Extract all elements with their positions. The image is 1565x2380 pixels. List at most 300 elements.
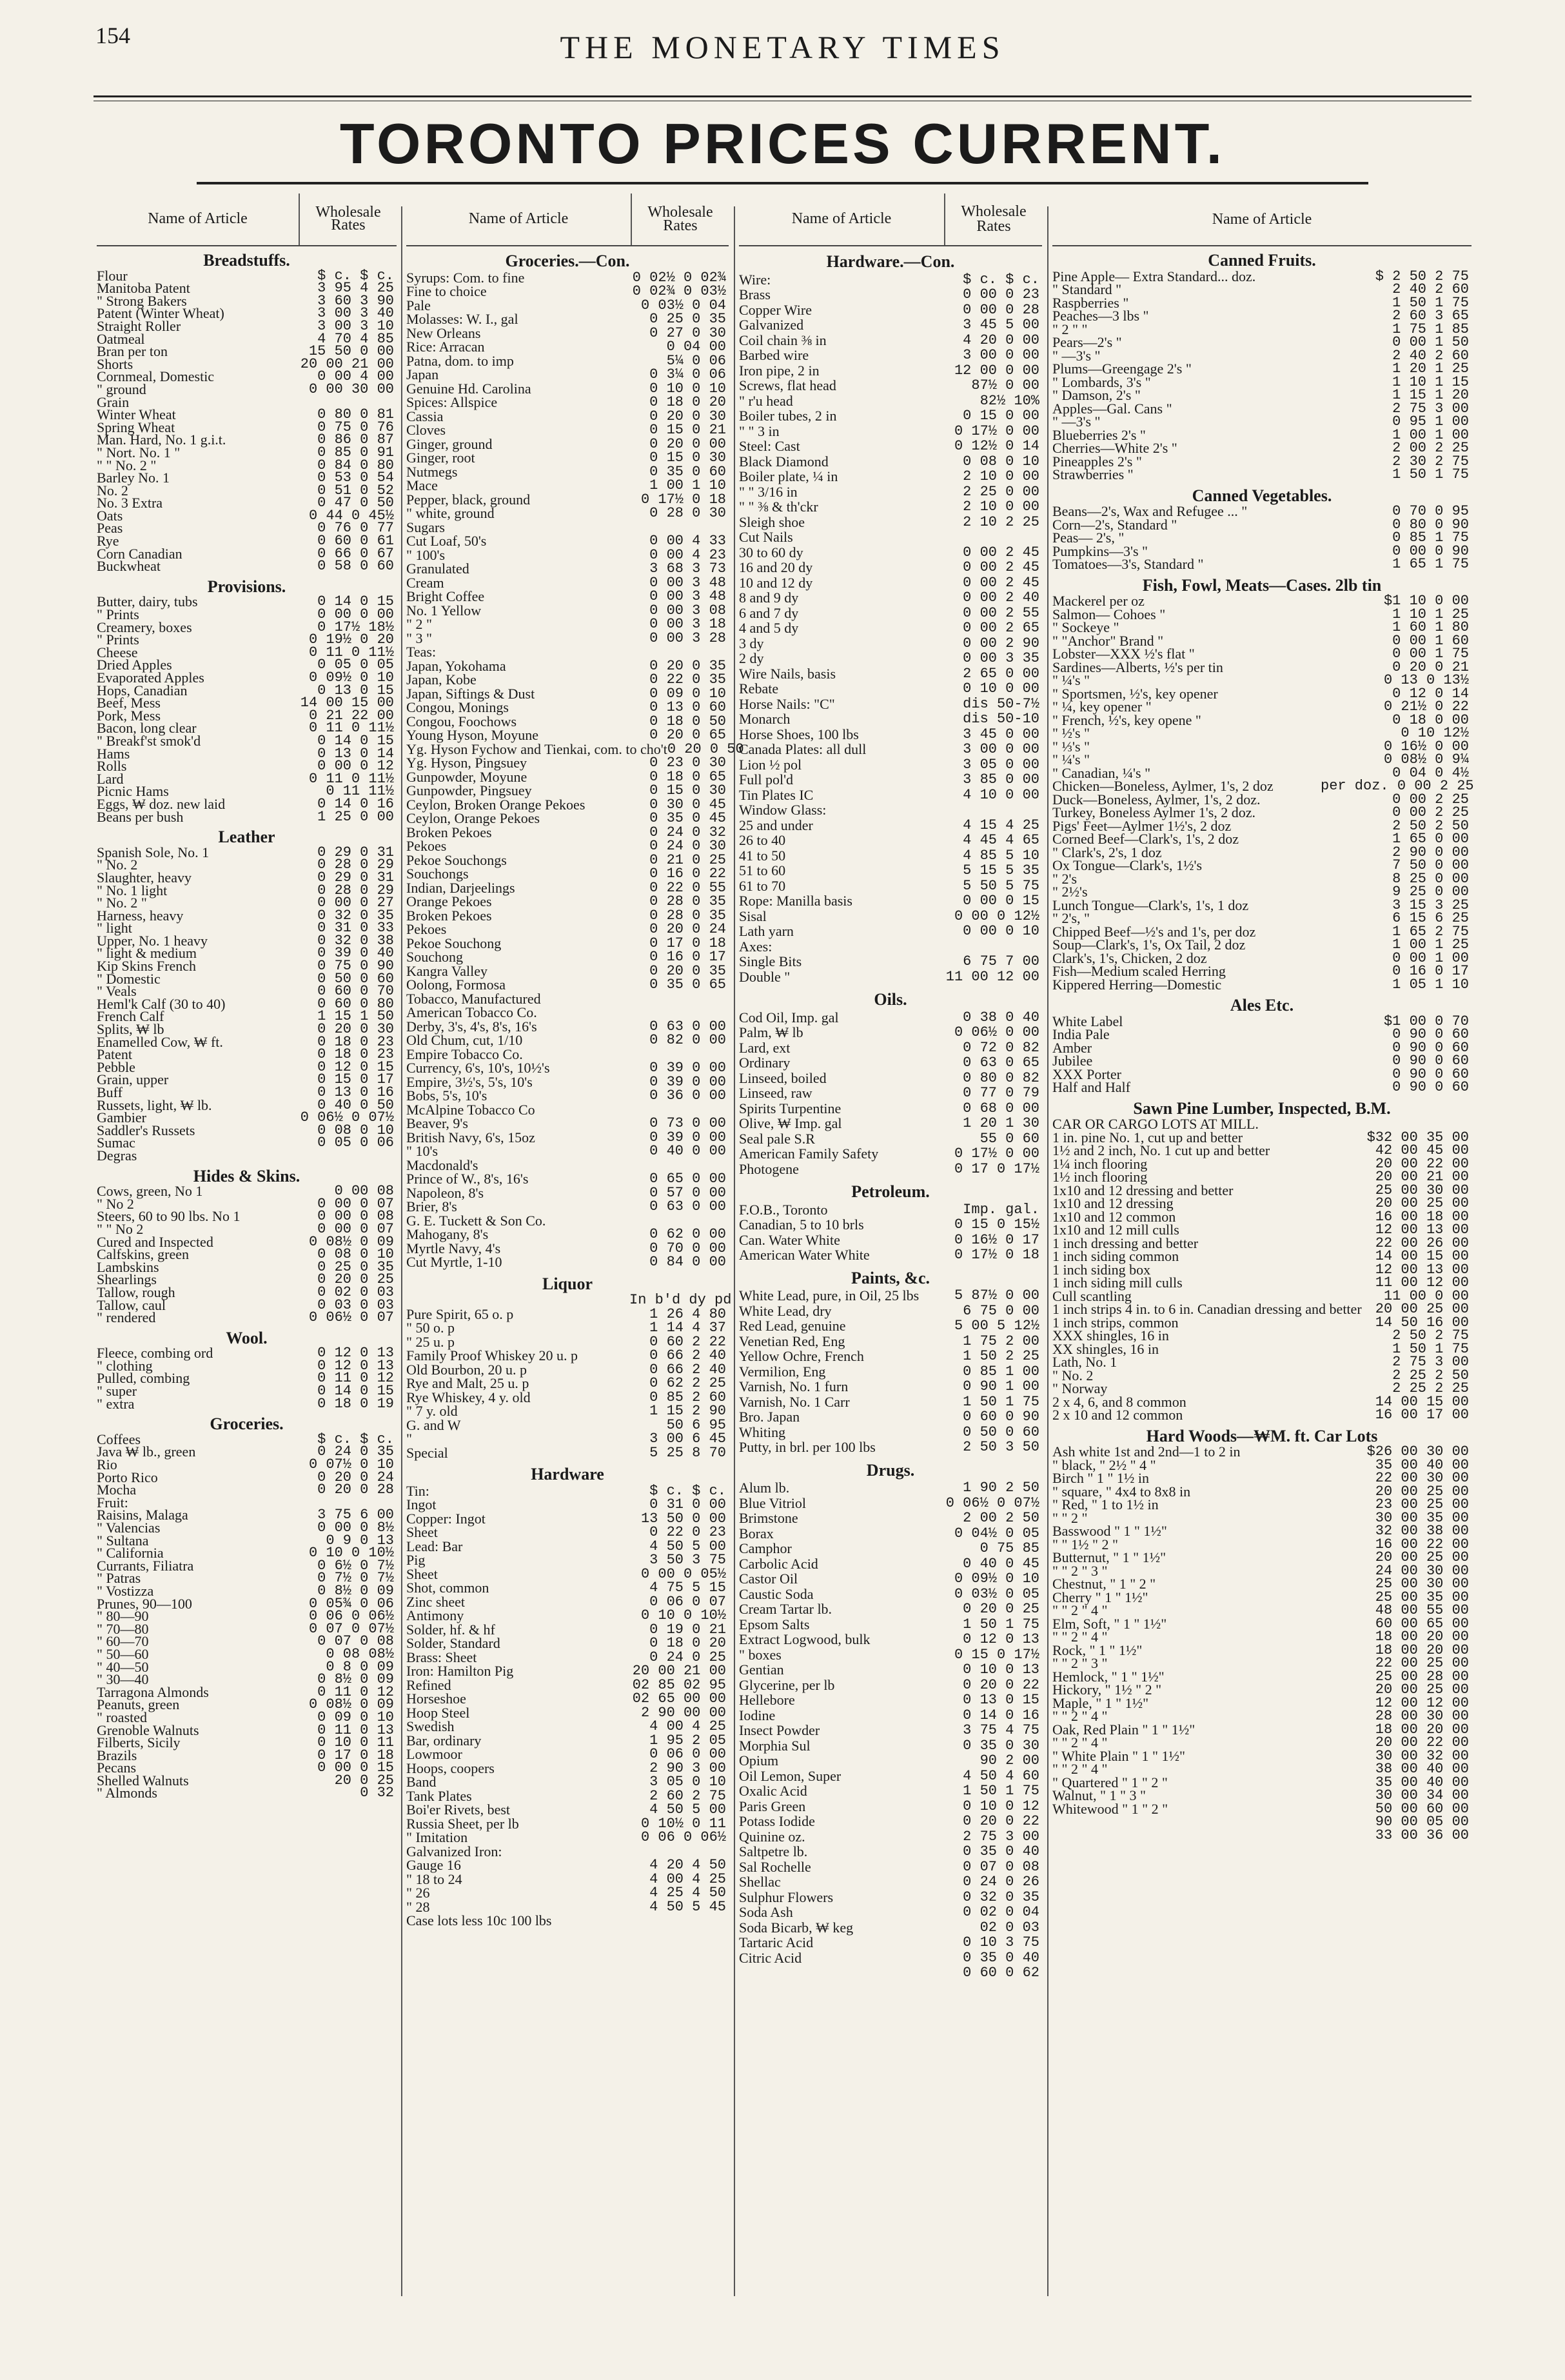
wholesale-rate: 12 00 13 00 bbox=[1375, 1222, 1469, 1238]
price-row bbox=[739, 1708, 1042, 1723]
section-heading: Petroleum. bbox=[851, 1182, 930, 1201]
article-name: Monarch bbox=[739, 711, 791, 727]
article-name: Derby, 3's, 4's, 8's, 16's bbox=[406, 1018, 537, 1035]
article-name: Borax bbox=[739, 1525, 774, 1542]
article-name: G. E. Tuckett & Son Co. bbox=[406, 1212, 546, 1229]
price-row bbox=[739, 863, 1042, 878]
wholesale-rate: 0 39 0 00 bbox=[649, 1073, 726, 1090]
wholesale-rate: 0 23 0 30 bbox=[649, 755, 726, 771]
article-name: Extract Logwood, bulk bbox=[739, 1631, 871, 1647]
price-row bbox=[739, 1874, 1042, 1890]
price-row bbox=[739, 590, 1042, 606]
wholesale-rate: 0 35 0 45 bbox=[649, 810, 726, 826]
wholesale-rate: 4 75 5 15 bbox=[649, 1580, 726, 1596]
article-name: 1x10 and 12 dressing and better bbox=[1052, 1182, 1234, 1198]
article-name: Varnish, No. 1 furn bbox=[739, 1378, 849, 1394]
article-name: Ceylon, Broken Orange Pekoes bbox=[406, 796, 586, 813]
wholesale-rate bbox=[629, 1103, 729, 1117]
wholesale-rate: 0 7½ 0 7½ bbox=[317, 1570, 394, 1587]
article-name: " light & medium bbox=[97, 945, 197, 962]
wholesale-rate: 2 00 2 25 bbox=[1392, 440, 1469, 456]
price-row bbox=[406, 1255, 729, 1269]
article-name: " 80—90 bbox=[97, 1608, 149, 1625]
wholesale-rate: 0 14 0 15 bbox=[317, 732, 394, 749]
article-name: Splits, ₩ lb bbox=[97, 1021, 164, 1038]
wholesale-rate: 0 76 0 77 bbox=[317, 520, 394, 537]
wholesale-rate: 0 19 0 21 bbox=[649, 1621, 726, 1638]
price-column-4 bbox=[1052, 193, 1474, 1843]
wholesale-rate: 2 50 2 50 bbox=[1392, 817, 1469, 834]
price-row bbox=[739, 1379, 1042, 1394]
wholesale-rate: 18 00 20 00 bbox=[1375, 1721, 1469, 1738]
wholesale-rate: 0 65 0 00 bbox=[649, 1171, 726, 1187]
article-name: Rye Whiskey, 4 y. old bbox=[406, 1389, 531, 1405]
wholesale-rate: 0 00 2 90 bbox=[963, 635, 1039, 651]
wholesale-rate: 0 10 0 10 bbox=[649, 380, 726, 397]
wholesale-rate bbox=[943, 939, 1042, 955]
article-name: Empire, 3½'s, 5's, 10's bbox=[406, 1073, 533, 1090]
article-name: 1 inch strips 4 in. to 6 in. Canadian dressing and better bbox=[1052, 1301, 1362, 1317]
article-name: Hellebore bbox=[739, 1692, 795, 1708]
wholesale-rate: 0 22 0 35 bbox=[649, 671, 726, 688]
article-name: Hemlock, " 1 " 1½" bbox=[1052, 1668, 1165, 1685]
wholesale-rate: 0 31 0 33 bbox=[317, 920, 394, 937]
wholesale-rate: 0 22 0 55 bbox=[649, 879, 726, 896]
price-row bbox=[406, 659, 729, 673]
wholesale-rate: 0 90 0 60 bbox=[1392, 1039, 1469, 1056]
article-name: Evaporated Apples bbox=[97, 669, 204, 686]
article-name: Jubilee bbox=[1052, 1053, 1093, 1069]
wholesale-rate: 0 00 2 55 bbox=[963, 604, 1039, 621]
wholesale-rate: 0 18 0 20 bbox=[649, 394, 726, 410]
price-row bbox=[406, 992, 729, 1006]
wholesale-rate: 0 9 0 13 bbox=[326, 1532, 394, 1549]
wholesale-rate: 0 21 22 00 bbox=[308, 707, 394, 724]
wholesale-rate: 25 00 30 00 bbox=[1375, 1576, 1469, 1592]
article-name: " Standard " bbox=[1052, 281, 1122, 297]
wholesale-rate: 0 00 0 15 bbox=[317, 1760, 394, 1776]
price-row bbox=[739, 1349, 1042, 1364]
wholesale-rate: 0 40 0 00 bbox=[649, 1143, 726, 1159]
article-name: White Lead, pure, in Oil, 25 lbs bbox=[739, 1287, 920, 1304]
article-name: Turkey, Boneless Aylmer 1's, 2 doz. bbox=[1052, 804, 1256, 820]
wholesale-rate: 3 60 3 90 bbox=[317, 292, 394, 309]
price-row bbox=[406, 1623, 729, 1637]
wholesale-rate: 38 00 40 00 bbox=[1375, 1761, 1469, 1777]
article-name: " ¼'s " bbox=[1052, 672, 1090, 688]
wholesale-rate: 0 15 0 21 bbox=[649, 422, 726, 438]
wholesale-rate: 0 02½ 0 02¾ bbox=[632, 269, 726, 286]
article-name: Can. Water White bbox=[739, 1231, 840, 1248]
wholesale-rate: 25 00 30 00 bbox=[1375, 1182, 1469, 1198]
article-name: Refined bbox=[406, 1676, 451, 1693]
price-row bbox=[406, 1172, 729, 1186]
article-name: 1x10 and 12 common bbox=[1052, 1208, 1176, 1225]
article-name: Tarragona Almonds bbox=[97, 1683, 209, 1700]
price-row bbox=[739, 1086, 1042, 1101]
wholesale-rate: 0 08 0 10 bbox=[317, 1246, 394, 1263]
article-name: Sisal bbox=[739, 907, 767, 924]
article-name bbox=[406, 1293, 629, 1307]
article-name: Copper: Ingot bbox=[406, 1510, 486, 1527]
article-name: Mahogany, 8's bbox=[406, 1226, 489, 1242]
price-row bbox=[406, 1540, 729, 1554]
section-heading: Breadstuffs. bbox=[203, 251, 290, 270]
wholesale-rate: 0 20 0 30 bbox=[317, 1021, 394, 1038]
page-number: 154 bbox=[95, 23, 130, 48]
wholesale-rate: 48 00 55 00 bbox=[1375, 1602, 1469, 1618]
section-heading: Groceries.—Con. bbox=[505, 252, 630, 270]
price-row bbox=[739, 530, 1042, 545]
article-name: Cod Oil, Imp. gal bbox=[739, 1009, 839, 1026]
price-column-3 bbox=[739, 193, 1042, 1981]
wholesale-rate: 0 06½ 0 00 bbox=[954, 1024, 1039, 1040]
article-name: Axes: bbox=[739, 938, 773, 955]
article-name: Soda Bicarb, ₩ keg bbox=[739, 1919, 854, 1936]
article-name: Rye bbox=[97, 533, 119, 550]
price-row bbox=[406, 756, 729, 770]
article-name: Iodine bbox=[739, 1707, 776, 1723]
wholesale-rate: 0 10 0 13 bbox=[963, 1661, 1039, 1678]
article-name: " Nort. No. 1 " bbox=[97, 444, 181, 461]
price-row bbox=[97, 383, 397, 396]
article-name: Currency, 6's, 10's, 10½'s bbox=[406, 1060, 550, 1076]
wholesale-rate: 1 14 4 37 bbox=[649, 1320, 726, 1336]
price-row bbox=[406, 590, 729, 604]
wholesale-rate: 0 66 2 40 bbox=[649, 1361, 726, 1378]
article-name: Young Hyson, Moyune bbox=[406, 727, 538, 743]
article-name: Brass bbox=[739, 286, 771, 302]
price-row bbox=[739, 393, 1042, 409]
wholesale-rate: 0 10 3 75 bbox=[963, 1934, 1039, 1950]
wholesale-rate: 0 06½ 0 07½ bbox=[945, 1494, 1039, 1511]
section-heading: Canned Vegetables. bbox=[1192, 486, 1332, 505]
article-name: Rio bbox=[97, 1456, 117, 1473]
article-name: " 10's bbox=[406, 1143, 438, 1159]
wholesale-rate: 1 75 1 85 bbox=[1392, 321, 1469, 337]
running-head: THE MONETARY TIMES bbox=[560, 29, 1005, 65]
section-heading: Provisions. bbox=[207, 577, 286, 596]
article-name: CAR OR CARGO LOTS AT MILL. bbox=[1052, 1116, 1259, 1132]
article-name: Insect Powder bbox=[739, 1722, 820, 1738]
wholesale-rate: 3 00 3 10 bbox=[317, 317, 394, 334]
article-name: Carbolic Acid bbox=[739, 1555, 818, 1572]
wholesale-rate: 0 21½ 0 22 bbox=[1383, 699, 1469, 715]
article-name: Bar, ordinary bbox=[406, 1732, 482, 1749]
wholesale-rate: dis 50-7½ bbox=[963, 695, 1039, 712]
wholesale-rate: 0 17½ 0 00 bbox=[954, 422, 1039, 439]
wholesale-rate: 0 60 0 61 bbox=[317, 533, 394, 550]
wholesale-rate: 0 06 0 06½ bbox=[308, 1608, 394, 1625]
wholesale-rate: 5 00 5 12½ bbox=[954, 1318, 1039, 1334]
wholesale-rate: 0 09½ 0 10 bbox=[954, 1571, 1039, 1587]
article-name: " No. 2 " bbox=[97, 895, 147, 911]
price-row bbox=[406, 423, 729, 437]
wholesale-rate: 50 00 60 00 bbox=[1375, 1800, 1469, 1817]
price-row bbox=[739, 1288, 1042, 1304]
price-row bbox=[406, 1789, 729, 1803]
column-header bbox=[97, 193, 397, 246]
article-name: Gunpowder, Moyune bbox=[406, 768, 527, 785]
article-name: " 50—60 bbox=[97, 1645, 149, 1662]
article-name: 61 to 70 bbox=[739, 877, 786, 894]
article-name: Chestnut, " 1 " 2 " bbox=[1052, 1576, 1156, 1592]
article-name: Pulled, combing bbox=[97, 1370, 190, 1387]
wholesale-rate: 0 20 0 28 bbox=[317, 1482, 394, 1498]
article-name: Lead: Bar bbox=[406, 1538, 463, 1554]
article-name: Ox Tongue—Clark's, 1½'s bbox=[1052, 857, 1203, 873]
section-heading: Paints, &c. bbox=[851, 1268, 930, 1287]
price-row bbox=[739, 772, 1042, 788]
article-name: Ceylon, Orange Pekoes bbox=[406, 810, 540, 826]
article-name: " 40—50 bbox=[97, 1658, 149, 1675]
article-name: Butter, dairy, tubs bbox=[97, 593, 198, 610]
price-row bbox=[406, 604, 729, 618]
article-name: " roasted bbox=[97, 1709, 148, 1725]
wholesale-rate: 20 00 22 00 bbox=[1375, 1155, 1469, 1172]
price-row bbox=[406, 1706, 729, 1720]
price-row bbox=[739, 1950, 1042, 1966]
wholesale-rate: 4 50 5 45 bbox=[649, 1898, 726, 1915]
price-row bbox=[739, 1334, 1042, 1349]
wholesale-rate: 0 17 0 18 bbox=[317, 1747, 394, 1763]
wholesale-rate: 5 25 8 70 bbox=[649, 1444, 726, 1461]
article-name: Eggs, ₩ doz. new laid bbox=[97, 795, 226, 812]
price-row bbox=[406, 548, 729, 562]
article-name: Pine Apple— Extra Standard... doz. bbox=[1052, 268, 1256, 284]
article-name: Double " bbox=[739, 968, 791, 985]
article-name: Oxalic Acid bbox=[739, 1783, 807, 1799]
wholesale-rate: 0 09 0 10 bbox=[317, 1709, 394, 1725]
article-name: Cut Loaf, 50's bbox=[406, 533, 487, 549]
article-name: " " 3 in bbox=[739, 422, 780, 439]
price-row bbox=[406, 922, 729, 937]
wholesale-rate: $1 10 0 00 bbox=[1383, 593, 1469, 609]
article-name: Corn—2's, Standard " bbox=[1052, 516, 1177, 533]
wholesale-rate: 0 12½ 0 14 bbox=[954, 438, 1039, 454]
wholesale-rate: 0 19½ 0 20 bbox=[308, 631, 394, 648]
article-name: 30 to 60 dy bbox=[739, 544, 803, 560]
wholesale-rate: 0 00 3 08 bbox=[649, 602, 726, 619]
article-name: Blueberries 2's " bbox=[1052, 426, 1146, 443]
wholesale-rate: $ c. $ c. bbox=[317, 267, 394, 284]
article-name: " " 2 " 3 " bbox=[1052, 1562, 1108, 1579]
price-row bbox=[739, 1783, 1042, 1799]
article-name: Tomatoes—3's, Standard " bbox=[1052, 556, 1204, 572]
column-divider bbox=[734, 206, 735, 2296]
price-row bbox=[739, 560, 1042, 575]
article-name: Gauge 16 bbox=[406, 1857, 461, 1873]
article-name: Kangra Valley bbox=[406, 962, 488, 979]
article-name: Amber bbox=[1052, 1039, 1092, 1056]
price-row bbox=[406, 299, 729, 313]
price-row bbox=[97, 1787, 397, 1800]
article-name: Sugars bbox=[406, 519, 445, 535]
price-row bbox=[406, 284, 729, 299]
wholesale-rate bbox=[629, 992, 729, 1006]
wholesale-rate: 0 06 0 00 bbox=[649, 1746, 726, 1762]
price-row bbox=[739, 681, 1042, 697]
price-row bbox=[739, 878, 1042, 894]
article-name: Oats bbox=[97, 507, 123, 524]
wholesale-rate: 1 60 1 80 bbox=[1392, 619, 1469, 635]
wholesale-rate: 0 40 0 45 bbox=[963, 1555, 1039, 1572]
article-name: Blue Vitriol bbox=[739, 1494, 806, 1511]
price-row bbox=[739, 499, 1042, 515]
price-row bbox=[739, 1025, 1042, 1040]
wholesale-rate: 1 00 1 00 bbox=[1392, 426, 1469, 443]
wholesale-rate: 11 00 0 00 bbox=[1383, 1287, 1469, 1304]
article-name: American Tobacco Co. bbox=[406, 1004, 537, 1020]
price-row bbox=[1052, 1409, 1471, 1422]
article-name: Cherries—White 2's " bbox=[1052, 440, 1177, 456]
wholesale-rate: 0 09 0 10 bbox=[649, 685, 726, 702]
wholesale-rate bbox=[629, 1845, 729, 1859]
wholesale-rate: 0 02¾ 0 03½ bbox=[632, 283, 726, 299]
price-row bbox=[739, 909, 1042, 924]
article-name: Horseshoe bbox=[406, 1691, 466, 1707]
column-header-name: Name of Article bbox=[1212, 210, 1312, 228]
wholesale-rate: 0 07 0 08 bbox=[317, 1633, 394, 1650]
wholesale-rate: 0 35 0 65 bbox=[649, 977, 726, 993]
wholesale-rate: 90 00 05 00 bbox=[1375, 1814, 1469, 1830]
price-row bbox=[739, 439, 1042, 454]
wholesale-rate: 0 13 0 16 bbox=[317, 1084, 394, 1100]
section-heading: Drugs. bbox=[866, 1460, 915, 1480]
wholesale-rate: 4 20 0 00 bbox=[963, 332, 1039, 348]
article-name: 8 and 9 dy bbox=[739, 590, 799, 606]
article-name: " rendered bbox=[97, 1309, 156, 1326]
article-name: " White Plain " 1 " 1½" bbox=[1052, 1747, 1186, 1764]
price-row bbox=[739, 1965, 1042, 1981]
wholesale-rate: 2 90 3 00 bbox=[649, 1760, 726, 1776]
wholesale-rate: $1 00 0 70 bbox=[1383, 1013, 1469, 1029]
wholesale-rate: 2 90 00 00 bbox=[640, 1704, 726, 1721]
wholesale-rate: 0 85 0 91 bbox=[317, 444, 394, 461]
article-name: Chicken—Boneless, Aylmer, 1's, 2 doz bbox=[1052, 778, 1274, 794]
price-row bbox=[406, 410, 729, 424]
article-name: Glycerine, per lb bbox=[739, 1676, 835, 1693]
article-name: Molasses: W. I., gal bbox=[406, 311, 518, 327]
wholesale-rate: 0 20 0 24 bbox=[649, 921, 726, 937]
article-name: " ½'s " bbox=[1052, 725, 1090, 741]
article-name: Yg. Hyson Fychow and Tienkai, com. to cho't bbox=[406, 740, 667, 757]
wholesale-rate: 0 85 1 00 bbox=[963, 1363, 1039, 1380]
article-name: " No. 2 bbox=[97, 857, 138, 873]
wholesale-rate: 0 20 0 25 bbox=[317, 1271, 394, 1288]
price-row bbox=[406, 978, 729, 992]
wholesale-rate: 0 10 0 12 bbox=[963, 1798, 1039, 1814]
wholesale-rate: 0 22 0 23 bbox=[649, 1524, 726, 1540]
price-row bbox=[406, 1020, 729, 1034]
price-row bbox=[739, 1859, 1042, 1875]
article-name: Prince of W., 8's, 16's bbox=[406, 1171, 529, 1187]
article-name: Rebate bbox=[739, 680, 779, 697]
article-name: Quinine oz. bbox=[739, 1828, 805, 1845]
wholesale-rate: 0 00 2 25 bbox=[1392, 804, 1469, 820]
article-name: McAlpine Tobacco Co bbox=[406, 1101, 535, 1118]
price-row bbox=[97, 1395, 397, 1412]
wholesale-rate: 0 20 0 30 bbox=[649, 408, 726, 424]
price-row bbox=[406, 1144, 729, 1158]
wholesale-rate: 0 8½ 0 09 bbox=[317, 1671, 394, 1688]
article-name: " square, " 4x4 to 8x8 in bbox=[1052, 1483, 1191, 1500]
article-name: Shellac bbox=[739, 1874, 781, 1890]
article-name: Butternut, " 1 " 1½" bbox=[1052, 1549, 1166, 1565]
article-name: Pumpkins—3's " bbox=[1052, 542, 1148, 559]
wholesale-rate: 2 10 0 00 bbox=[963, 468, 1039, 484]
price-row bbox=[739, 1844, 1042, 1859]
price-row bbox=[406, 1307, 729, 1322]
price-row bbox=[739, 1935, 1042, 1950]
article-name: Paris Green bbox=[739, 1798, 806, 1814]
article-name: XXX shingles, 16 in bbox=[1052, 1327, 1169, 1344]
wholesale-rate: 0 15 0 30 bbox=[649, 450, 726, 466]
article-name: Oatmeal bbox=[97, 330, 145, 347]
article-name: Opium bbox=[739, 1752, 779, 1769]
article-name: " Prints bbox=[97, 631, 139, 648]
article-name: Ingot bbox=[406, 1496, 437, 1512]
price-row bbox=[406, 631, 729, 646]
wholesale-rate: 0 14 0 16 bbox=[317, 795, 394, 812]
article-name: " " 2 " 4 " bbox=[1052, 1602, 1108, 1618]
wholesale-rate: 0 20 0 00 bbox=[649, 435, 726, 452]
wholesale-rate: 0 06 0 07 bbox=[649, 1593, 726, 1610]
wholesale-rate: 0 85 2 60 bbox=[649, 1389, 726, 1405]
price-row bbox=[406, 728, 729, 742]
wholesale-rate: 0 60 0 70 bbox=[317, 983, 394, 1000]
price-row bbox=[406, 1089, 729, 1103]
wholesale-rate: 0 14 0 16 bbox=[963, 1707, 1039, 1723]
section-heading: Sawn Pine Lumber, Inspected, B.M. bbox=[1133, 1098, 1391, 1118]
article-name: Cream Tartar lb. bbox=[739, 1601, 832, 1617]
wholesale-rate: 0 11 0 12 bbox=[317, 1370, 394, 1387]
price-row bbox=[406, 534, 729, 548]
wholesale-rate: 2 25 0 00 bbox=[963, 483, 1039, 500]
article-name: White Lead, dry bbox=[739, 1302, 832, 1319]
price-row bbox=[739, 1769, 1042, 1784]
price-row bbox=[739, 1556, 1042, 1572]
wholesale-rate: 0 00 0 07 bbox=[317, 1195, 394, 1212]
price-row bbox=[739, 1480, 1042, 1496]
price-row bbox=[406, 826, 729, 840]
article-name: Broken Pekoes bbox=[406, 824, 492, 840]
article-name: 1x10 and 12 dressing bbox=[1052, 1195, 1174, 1211]
wholesale-rate: 0 14 0 15 bbox=[317, 593, 394, 610]
article-name: 16 and 20 dy bbox=[739, 559, 813, 575]
article-name: New Orleans bbox=[406, 324, 481, 341]
article-name: Congou, Monings bbox=[406, 699, 509, 715]
wholesale-rate: 1 00 1 10 bbox=[649, 477, 726, 493]
column-divider bbox=[401, 206, 402, 2296]
wholesale-rate: 20 00 25 00 bbox=[1375, 1681, 1469, 1698]
wholesale-rate: 0 10 12½ bbox=[1401, 725, 1469, 741]
article-name: Degras bbox=[97, 1147, 137, 1164]
price-row bbox=[406, 1651, 729, 1665]
article-name: Rolls bbox=[97, 758, 127, 775]
wholesale-rate: 0 03 0 03 bbox=[317, 1296, 394, 1313]
price-row bbox=[406, 617, 729, 631]
article-name: " " 2 " 3 " bbox=[1052, 1655, 1108, 1671]
wholesale-rate: 0 80 0 82 bbox=[963, 1069, 1039, 1086]
price-row bbox=[739, 515, 1042, 530]
article-name: Tin: bbox=[406, 1482, 429, 1499]
wholesale-rate: 0 00 08 bbox=[334, 1183, 394, 1200]
article-name: Boiler plate, ¼ in bbox=[739, 468, 838, 484]
price-row bbox=[1052, 468, 1471, 482]
article-name: Kip Skins French bbox=[97, 958, 196, 975]
wholesale-rate: 0 00 1 50 bbox=[1392, 334, 1469, 350]
